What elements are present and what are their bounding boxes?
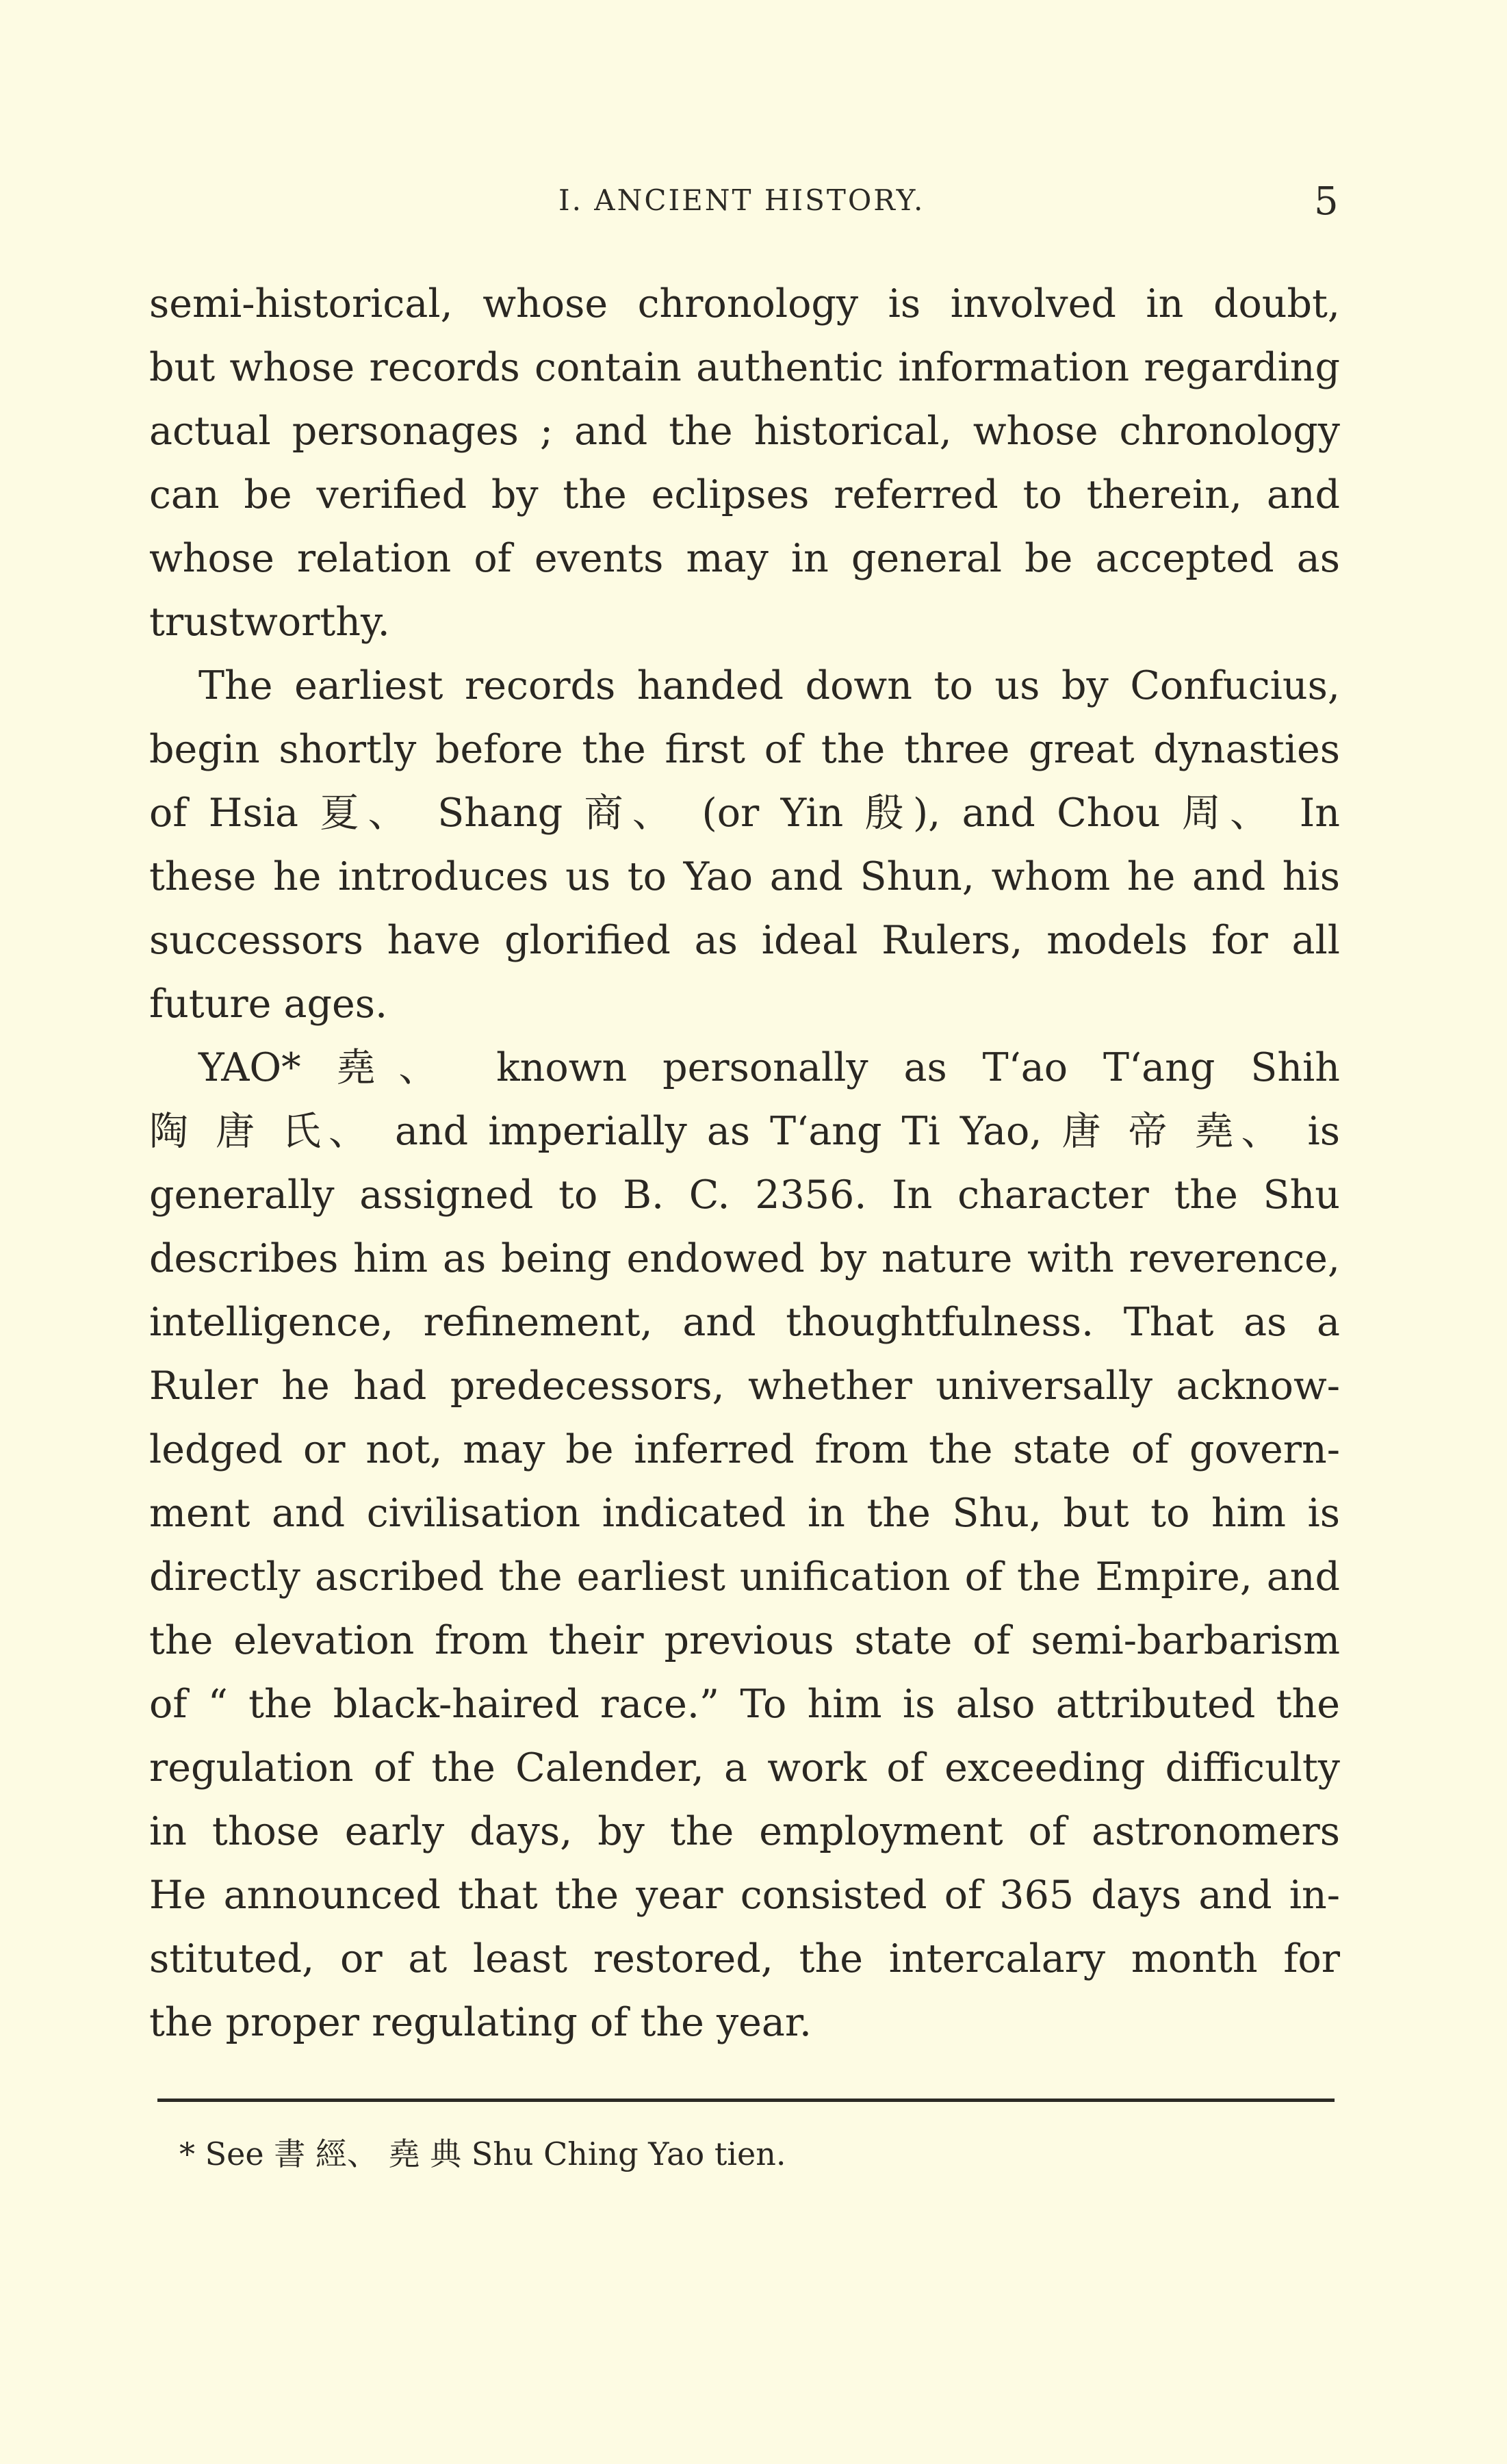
text-line: ledged or not, may be inferred from the state of govern- [149,1427,1340,1472]
text-line: of Hsia 夏、 Shang 商、 (or Yin 殷), and Chou 周、 In [149,791,1340,836]
text-line: in those early days, by the employment of astronomers [149,1809,1340,1854]
running-head: I. ANCIENT HISTORY. [558,183,925,217]
text-line: stituted, or at least restored, the intercalary month for [149,1936,1340,1981]
text-line: these he introduces us to Yao and Shun, whom he and his [149,854,1340,899]
text-line: Ruler he had predecessors, whether universally acknow- [149,1363,1340,1409]
text-line: successors have glorified as ideal Rulers, models for all [149,918,1340,963]
footnote: * See 書 經、 堯 典 Shu Ching Yao tien. [179,2135,786,2172]
footnote-divider [157,2099,1335,2102]
text-line: The earliest records handed down to us by Confucius, [198,663,1340,708]
text-line: but whose records contain authentic information regarding [149,345,1340,390]
text-line: describes him as being endowed by nature with reverence, [149,1236,1340,1281]
text-line: YAO* 堯、 known personally as T‘ao T‘ang Shih [198,1045,1340,1090]
text-line: He announced that the year consisted of 365 days and in- [149,1873,1340,1918]
text-line: whose relation of events may in general be accepted as [149,536,1340,581]
text-line: the elevation from their previous state of semi-barbarism [149,1618,1340,1663]
text-line: the proper regulating of the year. [149,2000,812,2045]
text-line: of “ the black-haired race.” To him is also attributed the [149,1682,1340,1727]
text-line: regulation of the Calender, a work of exceeding difficulty [149,1745,1340,1791]
text-line: ment and civilisation indicated in the Shu, but to him is [149,1491,1340,1536]
text-line: intelligence, refinement, and thoughtfulness. That as a [149,1300,1340,1345]
text-line: directly ascribed the earliest unification of the Empire, and [149,1554,1340,1600]
text-line: can be verified by the eclipses referred to therein, and [149,472,1340,517]
body-text [149,272,1340,2055]
text-line: future ages. [149,981,388,1027]
text-line: actual personages ; and the historical, whose chronology [149,409,1340,454]
text-line: trustworthy. [149,600,390,645]
text-line: generally assigned to B. C. 2356. In character the Shu [149,1172,1340,1218]
text-line: 陶 唐 氏、 and imperially as T‘ang Ti Yao, 唐 帝 堯、 is [149,1109,1340,1154]
text-line: semi-historical, whose chronology is involved in doubt, [149,281,1340,326]
text-line: begin shortly before the first of the three great dynasties [149,727,1340,772]
page-number: 5 [1314,179,1339,224]
